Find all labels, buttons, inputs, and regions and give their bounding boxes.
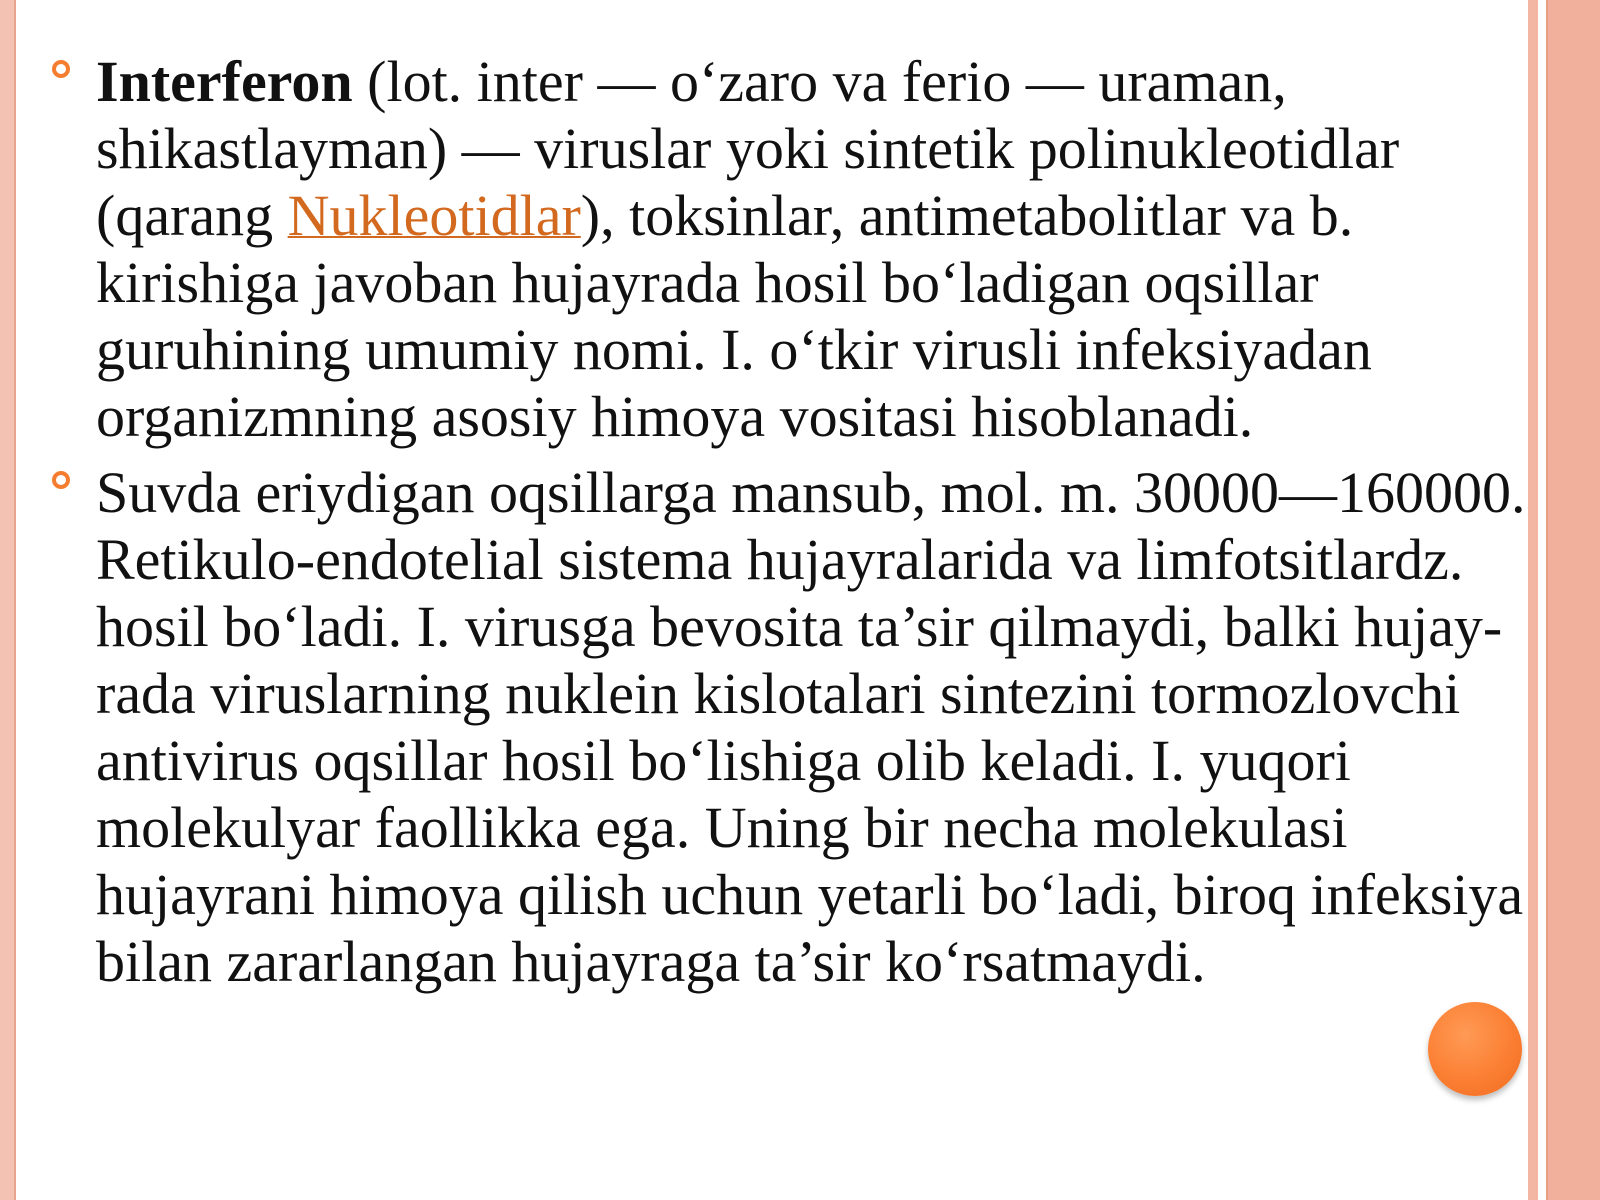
circle-bullet-icon [52, 471, 70, 489]
orange-circle-button[interactable] [1428, 1002, 1522, 1096]
slide-content [48, 48, 1528, 1004]
bullet-item-1 [48, 48, 1528, 450]
bullet-text-part: (lot. inter — oʻzaro va ferio — uraman, shikastlayman) — viruslar yoki sintetik polinukleotidlar (qarang [96, 49, 1400, 248]
term-interferon: Interferon [96, 49, 353, 114]
bullet-item-2 [48, 459, 1528, 995]
right-border-stripe-wide [1546, 0, 1600, 1200]
link-nukleotidlar[interactable]: Nukleotidlar [287, 183, 581, 248]
left-border-stripe [0, 0, 16, 1200]
bullet-text-part: ), toksinlar, antimetabolitlar va b. kirishiga javoban hujayrada hosil boʻladigan oqsillar guruhining umumiy nomi. I. oʻtkir virusli infeksiyadan organizmning asosiy himoya vositasi hisoblanadi. [96, 183, 1372, 449]
right-border-stripe-thin [1528, 0, 1538, 1200]
circle-bullet-icon [52, 60, 70, 78]
bullet-text: Suvda eriydigan oqsillarga mansub, mol. m. 30000—160000. Retikulo-endotelial sistema hujayralarida va limfotsitlardz. hosil boʻladi. I. virusga bevosita ta’sir qilmaydi, balki hujay-rada viruslarning nuklein kislotalari sintezini tormozlovchi antivirus oqsillar hosil boʻlishiga olib keladi. I. yuqori molekulyar faollikka ega. Uning bir necha molekulasi hujayrani himoya qilish uchun yetarli boʻladi, biroq infeksiya bilan zararlangan hujayraga ta’sir koʻrsatmaydi. [96, 460, 1526, 994]
